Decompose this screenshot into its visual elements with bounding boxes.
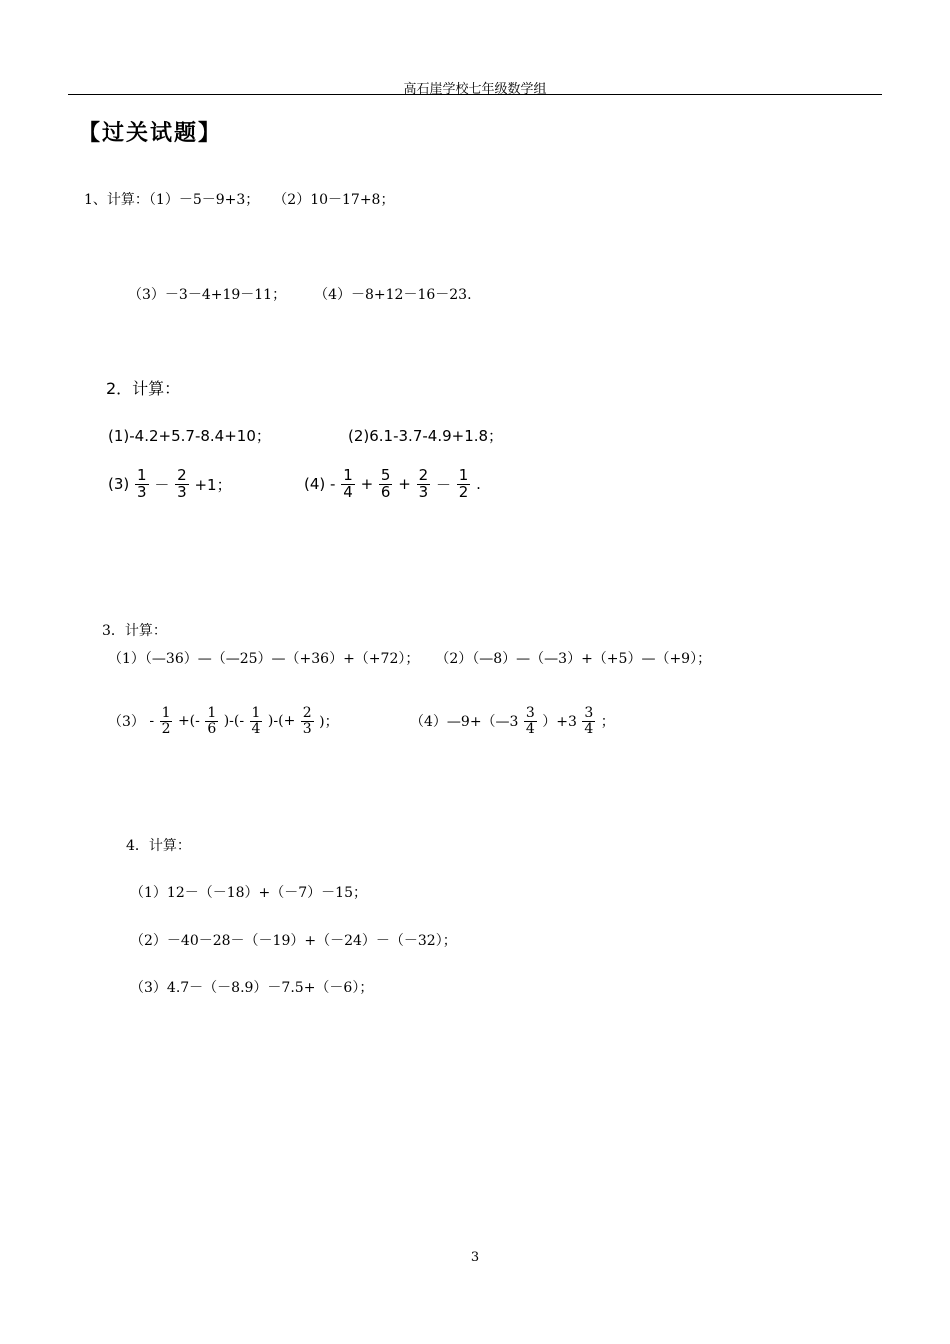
question-4-label: 4．计算： — [126, 838, 191, 854]
fraction: $\frac{1}{4}$ — [251, 705, 261, 737]
question-2-part-3: (3) $\frac{1}{3}$ － $\frac{2}{3}$ +1； — [108, 466, 232, 501]
fraction: $\frac{3}{4}$ — [584, 705, 594, 737]
question-1-part-2: （2）10－17+8； — [273, 192, 395, 208]
question-3-line-1 — [108, 648, 711, 668]
question-3-part-2: （2）（—8）—（—3）+（+5）—（+9）； — [435, 651, 712, 667]
question-1-line-1 — [84, 189, 394, 209]
question-4-part-1: （1）12－（－18）+（－7）－15； — [130, 885, 367, 901]
question-1-line-2 — [128, 284, 472, 304]
fraction: $\frac{2}{3}$ — [418, 466, 429, 501]
question-2-part-2: (2)6.1-3.7-4.9+1.8； — [348, 427, 504, 445]
question-1-label: 1、计算： — [84, 192, 149, 208]
fraction: $\frac{5}{6}$ — [380, 466, 391, 501]
question-4-part-2: （2）－40－28－（－19）+（－24）－（－32）； — [130, 933, 457, 949]
question-4-part-3: （3）4.7－（－8.9）－7.5+（－6）； — [130, 980, 374, 996]
page-header: 高石崖学校七年级数学组 — [403, 82, 547, 97]
question-3-label: 3．计算： — [102, 623, 167, 639]
fraction: $\frac{2}{3}$ — [302, 705, 312, 737]
question-3-part-4: （4）—9+（—3 $\frac{3}{4}$ ）+3 $\frac{3}{4}$ ； — [410, 705, 615, 737]
section-title: 【过关试题】 — [78, 121, 223, 146]
fraction: $\frac{1}{6}$ — [207, 705, 217, 737]
fraction: $\frac{1}{4}$ — [343, 466, 353, 501]
question-1-part-4: （4）－8+12－16－23. — [314, 287, 472, 303]
question-2-part-1: (1)-4.2+5.7-8.4+10； — [108, 427, 271, 445]
question-3-part-3: （3） - $\frac{1}{2}$ +(- $\frac{1}{6}$ )-(- $\frac{1}{4}$ )-(+ $\frac{2}{3}$ )； — [108, 705, 339, 737]
question-1-part-1: （1）－5－9+3； — [148, 192, 260, 208]
fraction: $\frac{1}{2}$ — [161, 705, 171, 737]
fraction: $\frac{1}{3}$ — [137, 466, 147, 501]
question-2-part-4: (4) - $\frac{1}{4}$ + $\frac{5}{6}$ + $\frac{2}{3}$ － $\frac{1}{2}$ . — [304, 466, 481, 501]
question-1-part-3: （3）－3－4+19－11； — [128, 287, 287, 303]
fraction: $\frac{1}{2}$ — [458, 466, 469, 501]
page-number: 3 — [470, 1250, 480, 1265]
question-3-part-1: （1）（—36）—（—25）—（+36）+（+72）； — [108, 651, 420, 667]
fraction: $\frac{2}{3}$ — [177, 466, 187, 501]
header-divider — [68, 94, 882, 95]
question-2-label: 2．计算： — [106, 379, 181, 398]
fraction: $\frac{3}{4}$ — [525, 705, 535, 737]
